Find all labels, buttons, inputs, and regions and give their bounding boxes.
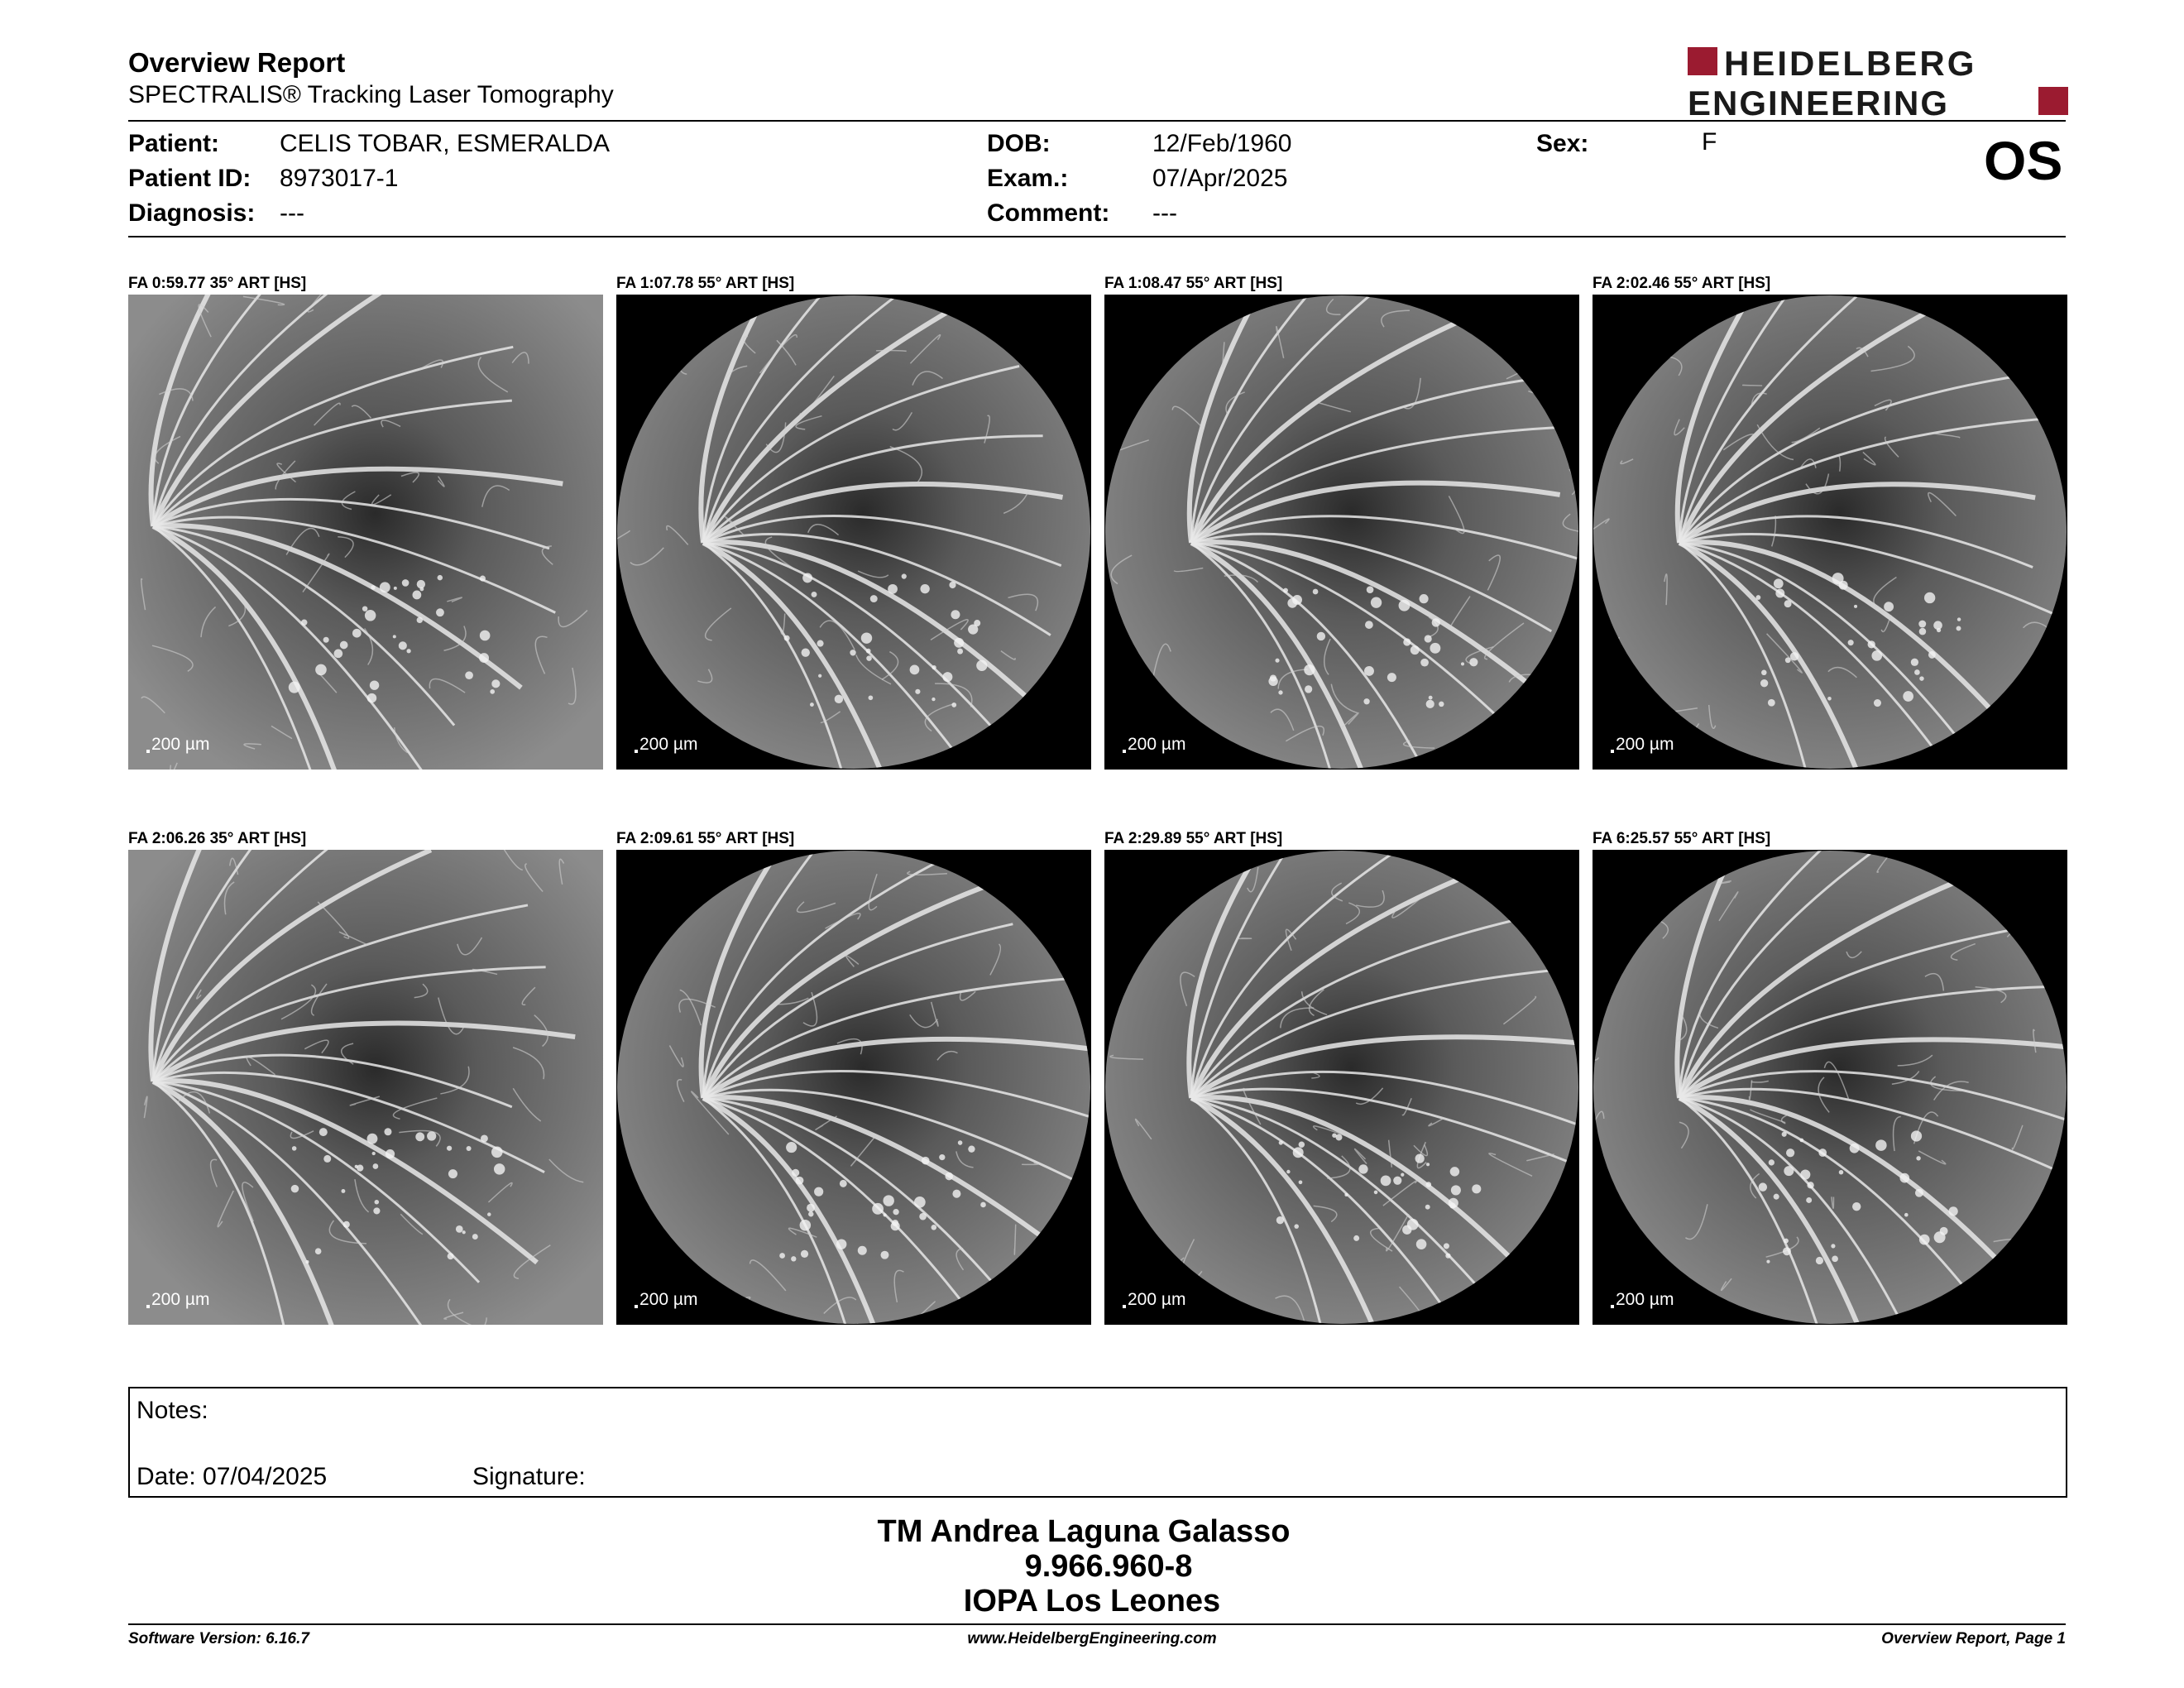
diagnosis-value: --- xyxy=(280,199,304,227)
fundus-angiogram-graphic xyxy=(1592,850,2067,1325)
angiogram-image[interactable] xyxy=(1104,295,1579,770)
patient-divider xyxy=(128,236,2066,237)
page-number: Overview Report, Page 1 xyxy=(1881,1630,2066,1647)
notes-box xyxy=(128,1387,2067,1498)
report-title: Overview Report xyxy=(128,47,346,78)
heidelberg-logo xyxy=(1688,46,2068,118)
patient-label: Patient: xyxy=(128,130,220,157)
comment-value: --- xyxy=(1152,199,1177,227)
fundus-angiogram-graphic xyxy=(128,295,603,770)
stamp-id: 9.966.960-8 xyxy=(1024,1549,1193,1584)
angiogram-image[interactable] xyxy=(1104,850,1579,1325)
scale-bar: 200 µm xyxy=(635,735,697,755)
patient-name: CELIS TOBAR, ESMERALDA xyxy=(280,130,611,157)
image-caption: FA 1:08.47 55° ART [HS] xyxy=(1104,275,1283,292)
report-subtitle: SPECTRALIS® Tracking Laser Tomography xyxy=(128,81,614,108)
date-label: Date: 07/04/2025 xyxy=(136,1463,328,1490)
image-caption: FA 2:29.89 55° ART [HS] xyxy=(1104,830,1283,847)
exam-value: 07/Apr/2025 xyxy=(1152,165,1288,192)
scale-bar: 200 µm xyxy=(146,735,209,755)
fundus-angiogram-graphic xyxy=(1104,295,1579,770)
image-caption: FA 2:09.61 55° ART [HS] xyxy=(616,830,795,847)
fundus-angiogram-graphic xyxy=(616,295,1091,770)
header-divider xyxy=(128,120,2066,122)
angiogram-image[interactable] xyxy=(616,295,1091,770)
image-caption: FA 6:25.57 55° ART [HS] xyxy=(1592,830,1771,847)
signature-label: Signature: xyxy=(472,1463,586,1490)
angiogram-image[interactable] xyxy=(1592,850,2067,1325)
patient-id-label: Patient ID: xyxy=(128,165,251,192)
scale-bar: 200 µm xyxy=(146,1290,209,1310)
diagnosis-label: Diagnosis: xyxy=(128,199,256,227)
sex-value: F xyxy=(1702,128,1717,156)
stamp-institution: IOPA Los Leones xyxy=(963,1584,1221,1618)
notes-label: Notes: xyxy=(136,1397,208,1424)
software-version: Software Version: 6.16.7 xyxy=(128,1630,309,1647)
footer-divider xyxy=(128,1623,2066,1625)
scale-bar: 200 µm xyxy=(1123,735,1185,755)
scale-bar: 200 µm xyxy=(1611,735,1674,755)
scale-bar: 200 µm xyxy=(635,1290,697,1310)
angiogram-image[interactable] xyxy=(616,850,1091,1325)
logo-line2: ENGINEERING xyxy=(1688,84,1950,118)
stamp-name: TM Andrea Laguna Galasso xyxy=(877,1514,1291,1549)
angiogram-image[interactable] xyxy=(1592,295,2067,770)
patient-id: 8973017-1 xyxy=(280,165,399,192)
scale-bar: 200 µm xyxy=(1611,1290,1674,1310)
image-caption: FA 1:07.78 55° ART [HS] xyxy=(616,275,795,292)
angiogram-image[interactable] xyxy=(128,850,603,1325)
fundus-angiogram-graphic xyxy=(1592,295,2067,770)
website-link: www.HeidelbergEngineering.com xyxy=(967,1630,1217,1647)
scale-bar: 200 µm xyxy=(1123,1290,1185,1310)
exam-label: Exam.: xyxy=(987,165,1069,192)
comment-label: Comment: xyxy=(987,199,1110,227)
dob-value: 12/Feb/1960 xyxy=(1152,130,1292,157)
angiogram-image[interactable] xyxy=(128,295,603,770)
logo-line1: HEIDELBERG xyxy=(1724,46,1977,83)
fundus-angiogram-graphic xyxy=(616,850,1091,1325)
eye-indicator: OS xyxy=(1984,130,2063,191)
fundus-angiogram-graphic xyxy=(128,850,603,1325)
fundus-angiogram-graphic xyxy=(1104,850,1579,1325)
image-caption: FA 2:02.46 55° ART [HS] xyxy=(1592,275,1771,292)
dob-label: DOB: xyxy=(987,130,1051,157)
image-caption: FA 0:59.77 35° ART [HS] xyxy=(128,275,307,292)
sex-label: Sex: xyxy=(1536,130,1589,157)
image-caption: FA 2:06.26 35° ART [HS] xyxy=(128,830,307,847)
